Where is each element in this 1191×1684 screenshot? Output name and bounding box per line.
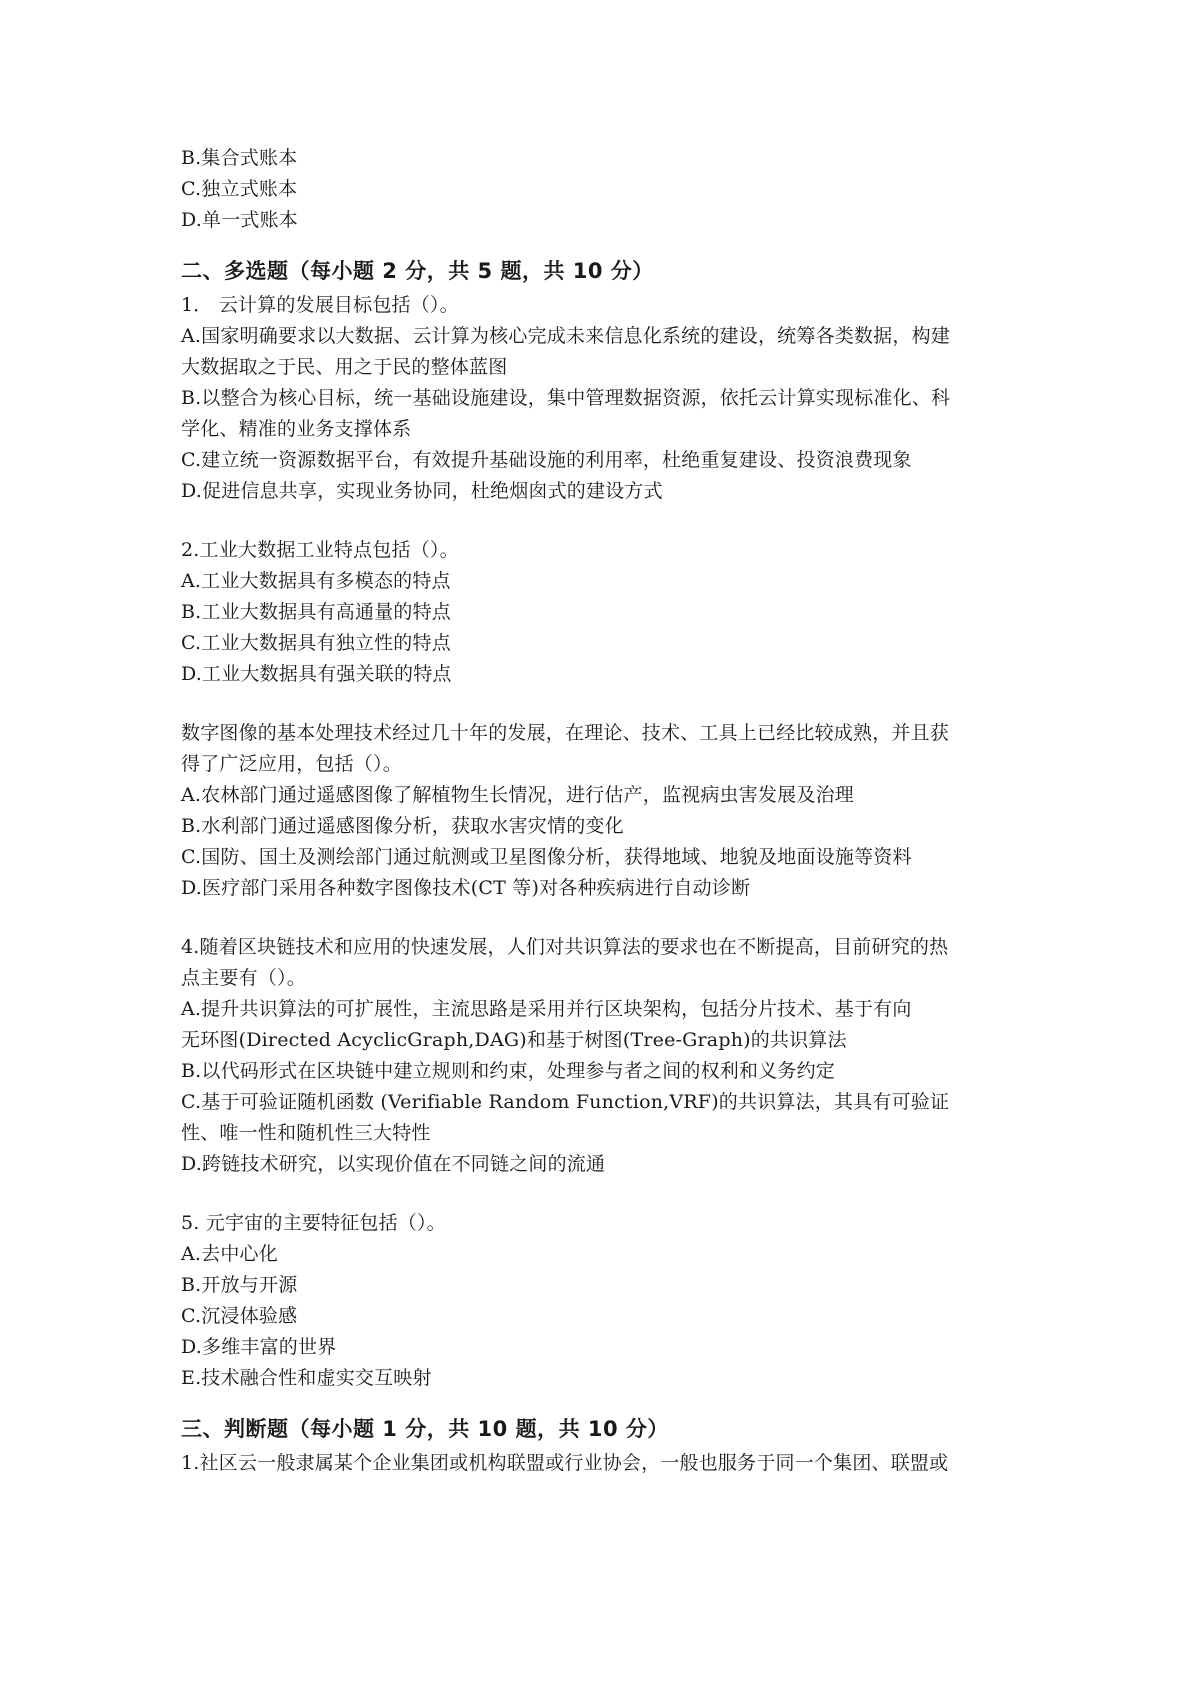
spacer (181, 1180, 1021, 1208)
question-stem: 5. 元宇宙的主要特征包括（）。 (181, 1212, 446, 1234)
question-1 (181, 290, 1021, 507)
question-stem: 数字图像的基本处理技术经过几十年的发展，在理论、技术、工具上已经比较成熟，并且获 (181, 722, 950, 744)
question-5 (181, 1208, 1021, 1394)
option-line: A.去中心化 (181, 1243, 278, 1265)
option-line: D.促进信息共享，实现业务协同，杜绝烟囱式的建设方式 (181, 480, 663, 502)
option-line: A.提升共识算法的可扩展性，主流思路是采用并行区块架构，包括分片技术、基于有向 (181, 998, 912, 1020)
option-line: D.工业大数据具有强关联的特点 (181, 663, 452, 685)
option-line: 无环图(Directed AcyclicGraph,DAG)和基于树图(Tree-Graph)的共识算法 (181, 1029, 847, 1051)
option-line: B.工业大数据具有高通量的特点 (181, 601, 452, 623)
question-stem: 4.随着区块链技术和应用的快速发展，人们对共识算法的要求也在不断提高，目前研究的热 (181, 936, 949, 958)
question-3 (181, 718, 1021, 904)
section-heading-multiple-choice: 二、多选题（每小题 2 分，共 5 题，共 10 分） (181, 259, 654, 283)
option-line: A.农林部门通过遥感图像了解植物生长情况，进行估产，监视病虫害发展及治理 (181, 784, 854, 806)
question-stem: 得了广泛应用，包括（）。 (181, 753, 402, 775)
option-line: A.工业大数据具有多模态的特点 (181, 570, 451, 592)
question-2 (181, 535, 1021, 690)
option-line: C.建立统一资源数据平台，有效提升基础设施的利用率，杜绝重复建设、投资浪费现象 (181, 449, 912, 471)
section-heading-true-false: 三、判断题（每小题 1 分，共 10 题，共 10 分） (181, 1417, 669, 1441)
spacer (181, 507, 1021, 535)
option-line: E.技术融合性和虚实交互映射 (181, 1367, 432, 1389)
option-line: C.工业大数据具有独立性的特点 (181, 632, 451, 654)
option-line: D.跨链技术研究，以实现价值在不同链之间的流通 (181, 1153, 606, 1175)
exam-page (181, 143, 1021, 1479)
spacer (181, 690, 1021, 718)
question-stem: 1.社区云一般隶属某个企业集团或机构联盟或行业协会，一般也服务于同一个集团、联盟或 (181, 1452, 949, 1474)
option-line: C.沉浸体验感 (181, 1305, 298, 1327)
question-4 (181, 932, 1021, 1180)
question-stem: 2.工业大数据工业特点包括（）。 (181, 539, 459, 561)
option-line: C.国防、国土及测绘部门通过航测或卫星图像分析，获得地域、地貌及地面设施等资料 (181, 846, 912, 868)
previous-question-options (181, 143, 1021, 236)
question-stem: 点主要有（）。 (181, 967, 306, 989)
option-line: B.水利部门通过遥感图像分析，获取水害灾情的变化 (181, 815, 624, 837)
option-line: 大数据取之于民、用之于民的整体蓝图 (181, 356, 508, 378)
option-line: 性、唯一性和随机性三大特性 (181, 1122, 431, 1144)
option-line: B.以代码形式在区块链中建立规则和约束，处理参与者之间的权利和义务约定 (181, 1060, 836, 1082)
option-line: D.多维丰富的世界 (181, 1336, 337, 1358)
option-line: B.集合式账本 (181, 147, 298, 169)
option-line: A.国家明确要求以大数据、云计算为核心完成未来信息化系统的建设，统筹各类数据，构建 (181, 325, 950, 347)
option-line: D.单一式账本 (181, 209, 298, 231)
option-line: B.以整合为核心目标，统一基础设施建设，集中管理数据资源，依托云计算实现标准化、科 (181, 387, 951, 409)
spacer (181, 904, 1021, 932)
question-stem: 1． 云计算的发展目标包括（）。 (181, 294, 459, 316)
true-false-question-1 (181, 1448, 1021, 1479)
option-line: D.医疗部门采用各种数字图像技术(CT 等)对各种疾病进行自动诊断 (181, 877, 751, 899)
option-line: B.开放与开源 (181, 1274, 298, 1296)
option-line: 学化、精准的业务支撑体系 (181, 418, 412, 440)
option-line: C.基于可验证随机函数 (Verifiable Random Function,VRF)的共识算法，其具有可验证 (181, 1091, 950, 1113)
option-line: C.独立式账本 (181, 178, 298, 200)
